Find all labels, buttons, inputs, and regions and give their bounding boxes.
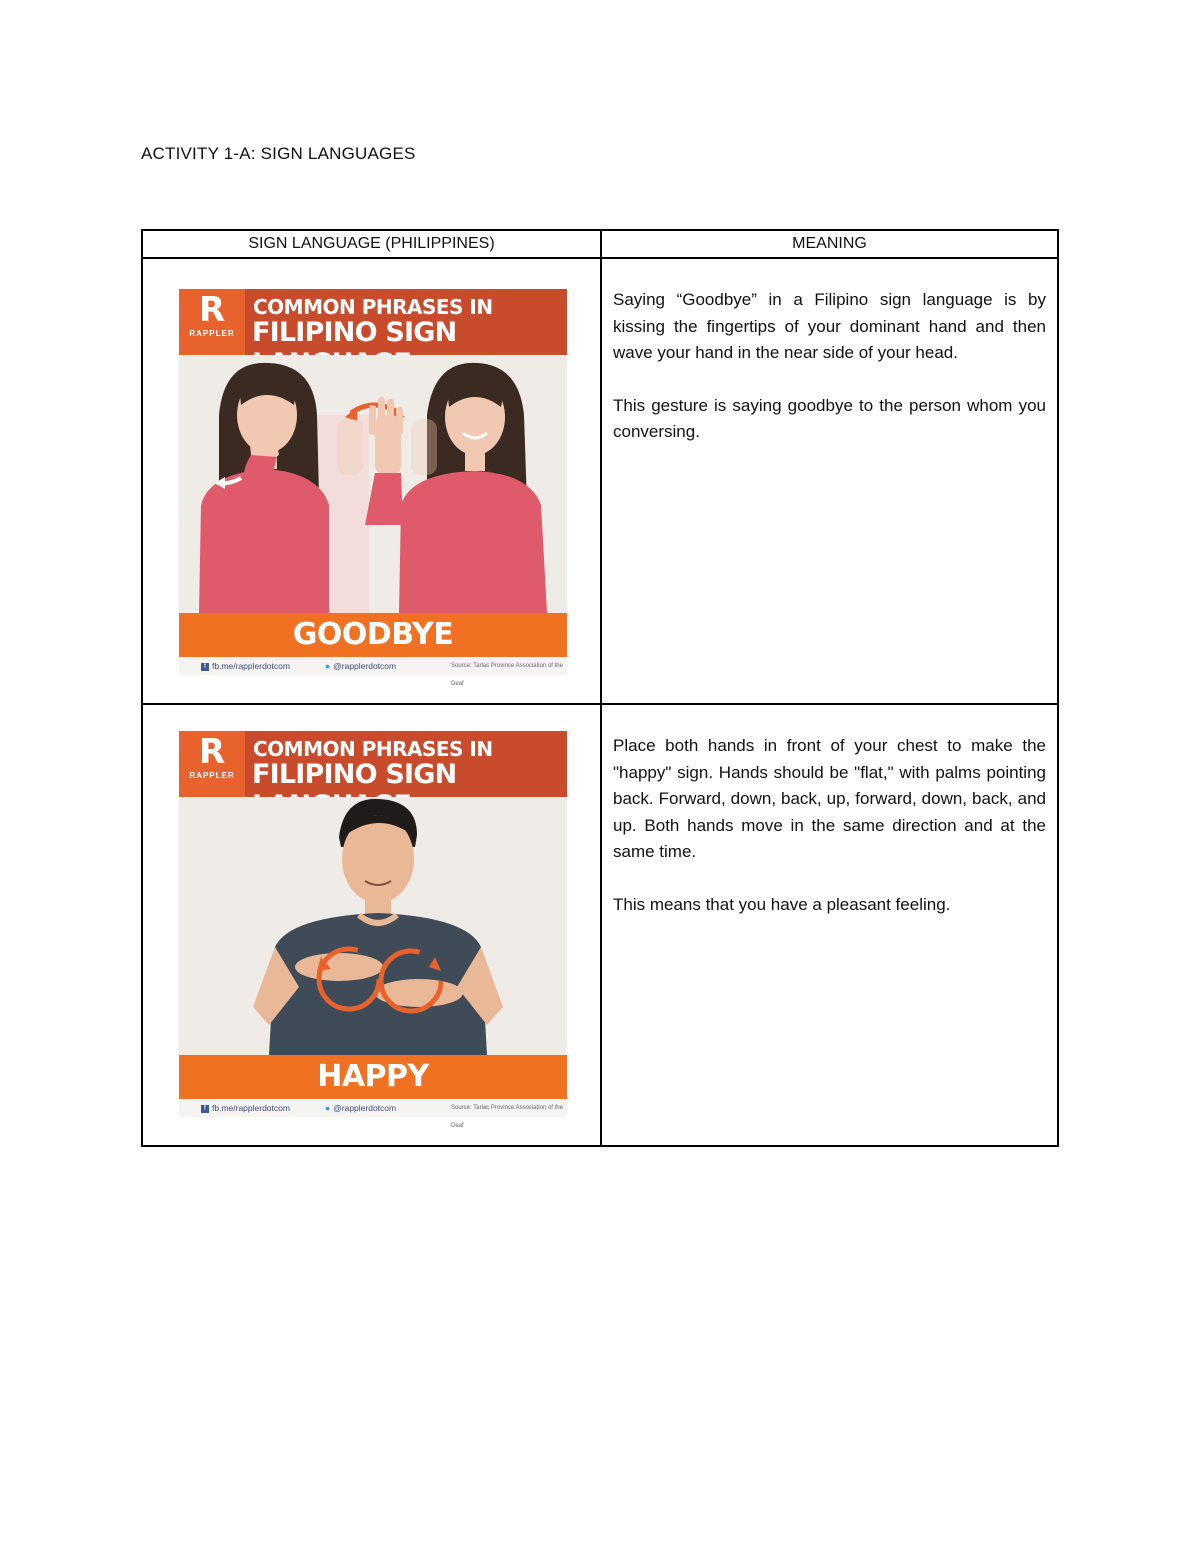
- poster-title-line2: FILIPINO SIGN: [252, 317, 457, 348]
- poster-header: [179, 731, 567, 797]
- poster-footer: [179, 1099, 567, 1129]
- poster-source: Source: Tarlac Province Association of the Deaf: [451, 1105, 563, 1129]
- meaning-cell: [601, 704, 1058, 1146]
- table-header-row: [142, 230, 1058, 258]
- meaning-cell: [601, 258, 1058, 704]
- facebook-handle: f fb.me/rapplerdotcom: [201, 1099, 290, 1117]
- meaning-paragraph: Saying “Goodbye” in a Filipino sign language is by kissing the fingertips of your dominant hand and then wave your hand in the near side of your head.: [613, 290, 1046, 362]
- sign-image-cell: [142, 258, 601, 704]
- meaning-paragraph: This gesture is saying goodbye to the person whom you conversing.: [613, 395, 1046, 441]
- meaning-paragraph: This means that you have a pleasant feeling.: [613, 894, 951, 914]
- brand-name: RAPPLER: [189, 771, 235, 780]
- happy-poster: [179, 731, 567, 1129]
- poster-title-line2: FILIPINO SIGN: [252, 759, 457, 790]
- poster-header: [179, 289, 567, 355]
- rappler-logo: R RAPPLER: [179, 289, 245, 355]
- table-row: [142, 704, 1058, 1146]
- poster-source: Source: Tarlac Province Association of the Deaf: [451, 663, 563, 687]
- facebook-handle: f fb.me/rapplerdotcom: [201, 657, 290, 675]
- table-row: [142, 258, 1058, 704]
- brand-name: RAPPLER: [189, 329, 235, 338]
- facebook-icon: f: [201, 1105, 209, 1113]
- sign-image-cell: [142, 704, 601, 1146]
- happy-illustration: [179, 797, 567, 1055]
- goodbye-illustration: [179, 355, 567, 613]
- column-header-sign-language: SIGN LANGUAGE (PHILIPPINES): [142, 230, 601, 258]
- poster-title-line1: COMMON PHRASES IN: [253, 737, 493, 761]
- poster-word-band: GOODBYE: [179, 613, 567, 657]
- column-header-meaning: MEANING: [601, 230, 1058, 258]
- sign-language-table: [141, 229, 1059, 1147]
- twitter-icon: ●: [325, 1103, 331, 1113]
- twitter-icon: ●: [325, 661, 331, 671]
- page-heading: ACTIVITY 1-A: SIGN LANGUAGES: [141, 144, 416, 163]
- twitter-handle: ● @rapplerdotcom: [325, 1103, 397, 1113]
- poster-title-line1: COMMON PHRASES IN: [253, 295, 493, 319]
- rappler-logo: R RAPPLER: [179, 731, 245, 797]
- poster-word-band: HAPPY: [179, 1055, 567, 1099]
- twitter-handle: ● @rapplerdotcom: [325, 661, 397, 671]
- meaning-paragraph: Place both hands in front of your chest to make the "happy" sign. Hands should be "flat," with palms pointing back. Forward, down, back, up, forward, down, back, and up. Both hands move in the same direction and at the same time.: [613, 736, 1046, 861]
- goodbye-poster: [179, 289, 567, 687]
- poster-footer: [179, 657, 567, 687]
- facebook-icon: f: [201, 663, 209, 671]
